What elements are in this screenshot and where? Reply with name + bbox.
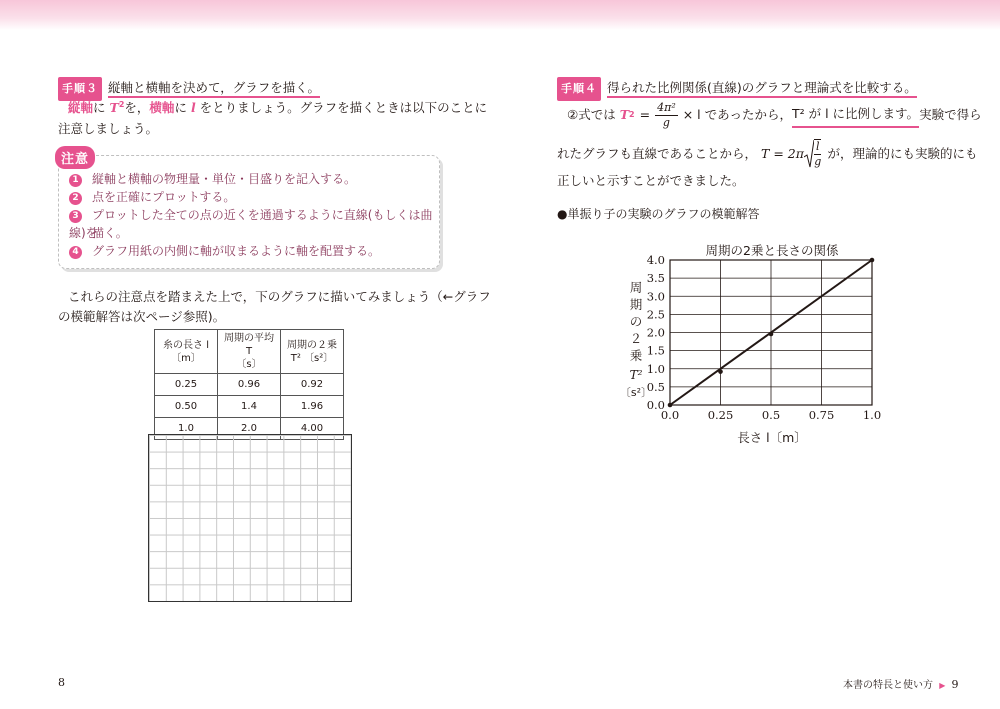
chart-caption: ●単振り子の実験のグラフの模範解答	[557, 207, 760, 221]
top-decoration-band	[0, 0, 1000, 30]
x-tick-label: 0.0	[660, 408, 680, 422]
y-label-char: 周	[629, 280, 643, 295]
y-tick-label: 0.5	[646, 379, 665, 394]
data-point	[718, 369, 723, 374]
y-label-char: ２	[629, 331, 643, 346]
caution-item-4: 4 グラフ用紙の内側に軸が収まるように軸を配置する。	[69, 242, 380, 260]
y-label-char: 乗	[629, 348, 643, 363]
arrow-right-icon: ▶	[939, 681, 946, 690]
data-table	[154, 329, 344, 440]
y-label-var: T²	[629, 368, 643, 382]
page-number-left: 8	[58, 676, 65, 689]
running-footer: 本書の特長と使い方 ▶ 9	[843, 678, 959, 691]
table-cell: 0.25	[155, 374, 218, 396]
table-header-row	[155, 330, 344, 374]
table-row	[155, 396, 344, 418]
formula-fraction: $\frac{\text{4π²}}{g}$	[657, 100, 676, 129]
intro-line-1: これらの注意点を踏まえた上で，下のグラフに描いてみましょう（←グラフ	[68, 289, 491, 304]
table-cell: 4.00	[281, 418, 344, 440]
step4-line3: 正しいと示すことができました。	[557, 173, 745, 188]
y-tick-label: 4.0	[646, 253, 665, 267]
table-cell: 1.96	[281, 396, 344, 418]
table-header: 糸の長さ l 〔m〕	[155, 330, 218, 374]
y-tick-label: 1.5	[646, 343, 665, 358]
caution-item-3-cont: 描く。	[92, 226, 128, 240]
data-point	[769, 332, 774, 337]
step4-heading	[557, 77, 917, 101]
proportion-chart	[600, 235, 900, 450]
data-point	[870, 258, 875, 263]
y-label-unit: 〔s²〕	[619, 386, 653, 399]
y-label-char: の	[629, 314, 643, 329]
y-tick-label: 3.0	[646, 289, 665, 304]
intro-line-2: の模範解答は次ページ参照)。	[58, 309, 226, 324]
step4-formula-line: ②式では T 2 = $\frac{\text{4π²}}{g}$ × l であったから， T² が l に比例します。 実験で得ら	[567, 100, 982, 129]
step3-title: 縦軸と横軸を決めて，グラフを描く。	[108, 80, 320, 98]
caution-tag: 注意	[55, 146, 95, 169]
chart-title: 周期の2乗と長さの関係	[705, 243, 839, 258]
table-cell: 1.0	[155, 418, 218, 440]
table-cell: 0.50	[155, 396, 218, 418]
y-tick-label: 2.5	[646, 307, 665, 322]
table-cell: 0.96	[218, 374, 281, 396]
step3-badge: 手順３	[58, 77, 102, 101]
table-cell: 2.0	[218, 418, 281, 440]
x-tick-label: 0.5	[761, 408, 781, 422]
step3-line2: 注意しましょう。	[58, 121, 159, 136]
table-cell: 1.4	[218, 396, 281, 418]
blank-graph-paper	[148, 434, 352, 602]
table-header: 周期の２乗 T² 〔s²〕	[281, 330, 344, 374]
y-label-char: 期	[629, 297, 643, 312]
caution-box	[58, 152, 440, 269]
step4-title: 得られた比例関係(直線)のグラフと理論式を比較する。	[607, 80, 917, 98]
step3-line1: 縦軸に $T^2$を，横軸に l をとりましょう。グラフを描くときは以下のことに	[68, 99, 488, 115]
data-point	[668, 403, 673, 408]
sqrt-fraction: $\frac{l}{g}$	[814, 140, 822, 168]
table-cell: 0.92	[281, 374, 344, 396]
step4-line2: れたグラフも直線であることから， T = 2π $\frac{l}{g}$ が，理論的にも実験的にも	[557, 140, 978, 168]
x-tick-label: 0.75	[808, 408, 835, 422]
sqrt-sign	[804, 139, 814, 169]
x-tick-label: 1.0	[862, 408, 882, 422]
caution-item-2: 2 点を正確にプロットする。	[69, 188, 235, 206]
x-tick-label: 0.25	[707, 408, 734, 422]
page-number-right: 9	[951, 678, 959, 691]
y-tick-label: 0.0	[646, 398, 665, 412]
chart-x-axis-label: 長さ l〔m〕	[737, 430, 807, 445]
table-row	[155, 374, 344, 396]
y-tick-label: 3.5	[646, 271, 665, 286]
y-tick-label: 1.0	[646, 361, 665, 376]
table-header: 周期の平均 T 〔s〕	[218, 330, 281, 374]
y-tick-label: 2.0	[646, 325, 665, 340]
caution-item-1: 1 縦軸と横軸の物理量・単位・目盛りを記入する。	[69, 170, 356, 188]
caution-item-3: 3 プロットした全ての点の近くを通過するように直線(もしくは曲線)を	[69, 208, 433, 240]
step4-badge: 手順４	[557, 77, 601, 101]
